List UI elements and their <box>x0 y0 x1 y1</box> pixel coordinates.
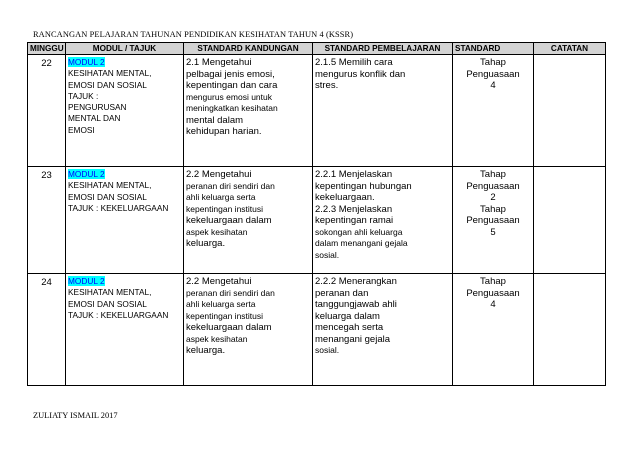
kandungan-line: kepentingan dan cara <box>186 80 278 91</box>
pembelajaran-line: menangani gejala <box>315 333 391 345</box>
tahap-line: 2 <box>490 192 496 203</box>
modul-line: PENGURUSAN <box>68 102 127 113</box>
modul-line: KESIHATAN MENTAL, <box>68 68 152 79</box>
kandungan-line: kekeluargaan dalam <box>186 322 272 333</box>
minggu-cell: 23 <box>28 167 66 274</box>
kandungan-line: ahli keluarga serta <box>186 299 256 309</box>
kandungan-line: mental dalam <box>186 114 244 126</box>
pembelajaran-line: 2.1.5 Memilih cara <box>315 57 393 68</box>
table-row <box>28 167 606 274</box>
modul-cell <box>66 167 184 274</box>
kandungan-line: peranan diri sendiri dan <box>186 287 275 298</box>
modul-cell <box>66 274 184 386</box>
header-standard-pembelajaran: STANDARD PEMBELAJARAN <box>313 43 453 55</box>
tahap-line: Tahap <box>480 169 506 180</box>
standard-pembelajaran-cell <box>313 167 453 274</box>
modul-line: EMOSI DAN SOSIAL <box>68 191 147 202</box>
tahap-line: Tahap <box>480 203 506 215</box>
modul-line: KESIHATAN MENTAL, <box>68 287 152 298</box>
tahap-penguasaan-cell <box>453 167 534 274</box>
modul-code-highlight: MODUL 2 <box>68 276 105 286</box>
tahap-line: Penguasaan <box>466 180 520 192</box>
pembelajaran-line: kepentingan ramai <box>315 215 394 226</box>
minggu-cell: 22 <box>28 55 66 167</box>
kandungan-line: mengurus emosi untuk <box>186 91 272 102</box>
modul-line: EMOSI <box>68 124 95 135</box>
modul-line: TAJUK : KEKELUARGAAN <box>68 309 169 320</box>
kandungan-line: 2.2 Mengetahui <box>186 276 252 287</box>
header-catatan: CATATAN <box>534 43 606 55</box>
minggu-cell: 24 <box>28 274 66 386</box>
tahap-line: Tahap <box>480 276 506 287</box>
tahap-line: 5 <box>490 226 496 238</box>
header-standard-kandungan: STANDARD KANDUNGAN <box>184 43 313 55</box>
tahap-line: Penguasaan <box>466 215 520 226</box>
catatan-cell <box>534 274 606 386</box>
standard-kandungan-cell <box>184 167 313 274</box>
kandungan-line: ahli keluarga serta <box>186 192 256 202</box>
tahap-penguasaan-cell <box>453 274 534 386</box>
table-row <box>28 55 606 167</box>
table-header-row <box>28 43 606 55</box>
header-modul-tajuk: MODUL / TAJUK <box>66 43 184 55</box>
standard-pembelajaran-cell <box>313 274 453 386</box>
pembelajaran-line: sokongan ahli keluarga <box>315 226 403 237</box>
pembelajaran-line: tanggungjawab ahli <box>315 299 397 310</box>
pembelajaran-line: stres. <box>315 80 339 91</box>
table-row <box>28 274 606 386</box>
document-footer: ZULIATY ISMAIL 2017 <box>33 411 118 420</box>
pembelajaran-line: 2.2.3 Menjelaskan <box>315 203 393 215</box>
tahap-line: Tahap <box>480 57 506 68</box>
kandungan-line: 2.1 Mengetahui <box>186 57 252 68</box>
kandungan-line: kehidupan harian. <box>186 126 262 137</box>
tahap-line: Penguasaan <box>466 68 520 80</box>
pembelajaran-line: sosial. <box>315 249 340 260</box>
tahap-line: 4 <box>490 299 496 310</box>
standard-kandungan-cell <box>184 55 313 167</box>
pembelajaran-line: sosial. <box>315 345 340 355</box>
tahap-line: Penguasaan <box>466 287 520 299</box>
catatan-cell <box>534 167 606 274</box>
kandungan-line: kepentingan institusi <box>186 203 264 214</box>
kandungan-line: kekeluargaan dalam <box>186 215 272 226</box>
kandungan-line: keluarga. <box>186 345 226 356</box>
modul-code-highlight: MODUL 2 <box>68 169 105 179</box>
pembelajaran-line: kepentingan hubungan <box>315 180 412 192</box>
modul-line: TAJUK : <box>68 90 99 101</box>
standard-pembelajaran-cell <box>313 55 453 167</box>
pembelajaran-line: mencegah serta <box>315 322 384 333</box>
kandungan-line: meningkatkan kesihatan <box>186 103 278 113</box>
kandungan-line: kepentingan institusi <box>186 310 264 321</box>
kandungan-line: peranan diri sendiri dan <box>186 180 275 191</box>
modul-line: KESIHATAN MENTAL, <box>68 180 152 191</box>
modul-line: MENTAL DAN <box>68 113 121 124</box>
document-title: RANCANGAN PELAJARAN TAHUNAN PENDIDIKAN KESIHATAN TAHUN 4 (KSSR) <box>33 30 354 39</box>
modul-line: TAJUK : KEKELUARGAAN <box>68 202 169 213</box>
catatan-cell <box>534 55 606 167</box>
kandungan-line: pelbagai jenis emosi, <box>186 68 275 80</box>
pembelajaran-line: peranan dan <box>315 287 369 299</box>
header-minggu: MINGGU <box>28 43 66 55</box>
modul-line: EMOSI DAN SOSIAL <box>68 79 147 90</box>
pembelajaran-line: kekeluargaan. <box>315 192 375 203</box>
header-standard: STANDARD <box>453 43 534 55</box>
modul-code-highlight: MODUL 2 <box>68 57 105 67</box>
modul-line: EMOSI DAN SOSIAL <box>68 298 147 309</box>
tahap-penguasaan-cell <box>453 55 534 167</box>
kandungan-line: aspek kesihatan <box>186 333 248 344</box>
pembelajaran-line: mengurus konflik dan <box>315 68 406 80</box>
kandungan-line: aspek kesihatan <box>186 226 248 237</box>
tahap-line: 4 <box>490 80 496 91</box>
pembelajaran-line: 2.2.2 Menerangkan <box>315 276 397 287</box>
pembelajaran-line: keluarga dalam <box>315 310 380 322</box>
standard-kandungan-cell <box>184 274 313 386</box>
pembelajaran-line: dalam menangani gejala <box>315 238 408 248</box>
kandungan-line: keluarga. <box>186 238 226 249</box>
modul-cell <box>66 55 184 167</box>
lesson-plan-table <box>27 42 606 386</box>
kandungan-line: 2.2 Mengetahui <box>186 169 252 180</box>
pembelajaran-line: 2.2.1 Menjelaskan <box>315 169 393 180</box>
